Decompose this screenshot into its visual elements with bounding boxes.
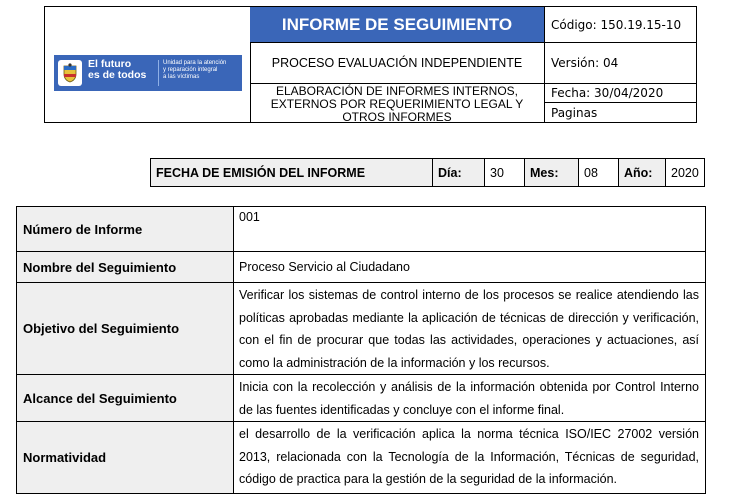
- document-version: Versión: 04: [545, 43, 696, 84]
- table-row: [17, 422, 705, 493]
- month-label: Mes:: [525, 159, 579, 186]
- logo-cell: [45, 7, 251, 122]
- report-number-value: 001: [239, 210, 260, 224]
- logo-slogan: El futuro es de todos: [88, 58, 147, 81]
- emission-date-label: FECHA DE EMISIÓN DEL INFORME: [151, 159, 433, 186]
- year-label: Año:: [619, 159, 666, 186]
- scope-value: Inicia con la recolección y análisis de la información obtenida por Control Interno de las fuentes identificadas y concluye con el informe final.: [239, 380, 699, 417]
- day-value: 30: [485, 159, 525, 186]
- document-pages: Paginas: [551, 105, 598, 120]
- regulations-label: Normatividad: [17, 422, 234, 493]
- logo-divider: [158, 60, 159, 86]
- objective-label: Objetivo del Seguimiento: [17, 283, 234, 374]
- document-code: Código: 150.19.15-10: [545, 7, 696, 43]
- document-title: INFORME DE SEGUIMIENTO: [250, 7, 545, 43]
- elaboration-description: ELABORACIÓN DE INFORMES INTERNOS, EXTERNOS POR REQUERIMIENTO LEGAL Y OTROS INFORMES: [250, 84, 545, 122]
- logo-entity-name: Unidad para la atención y reparación integral a las víctimas: [163, 60, 227, 80]
- follow-up-name-value: Proceso Servicio al Ciudadano: [239, 260, 410, 274]
- document-header: [44, 6, 697, 123]
- month-value: 08: [579, 159, 619, 186]
- scope-label: Alcance del Seguimiento: [17, 375, 234, 421]
- follow-up-name-label: Nombre del Seguimiento: [17, 252, 234, 282]
- objective-value: Verificar los sistemas de control interno de los procesos se realice atendiendo las políticas aprobadas mediante la aplicación de técnicas de dirección y verificación, con el fin de procurar que todas las actividades, operaciones y actuaciones, así como la administración de la información y los recursos.: [239, 288, 699, 370]
- entity-logo: [54, 55, 242, 91]
- report-number-label: Número de Informe: [17, 207, 234, 251]
- coat-of-arms-icon: [58, 60, 82, 86]
- process-name: PROCESO EVALUACIÓN INDEPENDIENTE: [250, 43, 545, 84]
- regulations-value: el desarrollo de la verificación aplica la norma técnica ISO/IEC 27002 versión 2013, relacionada con la Tecnología de la Información, Técnicas de seguridad, código de practica para la gestión de la seguridad de la información.: [239, 427, 699, 486]
- table-row: [17, 375, 705, 422]
- year-value: 2020: [671, 165, 699, 180]
- document-date: Fecha: 30/04/2020: [545, 84, 696, 103]
- table-row: [17, 283, 705, 375]
- day-label: Día:: [433, 159, 485, 186]
- table-row: [17, 252, 705, 283]
- emission-date-row: [150, 158, 705, 187]
- report-details-table: [16, 206, 706, 494]
- table-row: [17, 207, 705, 252]
